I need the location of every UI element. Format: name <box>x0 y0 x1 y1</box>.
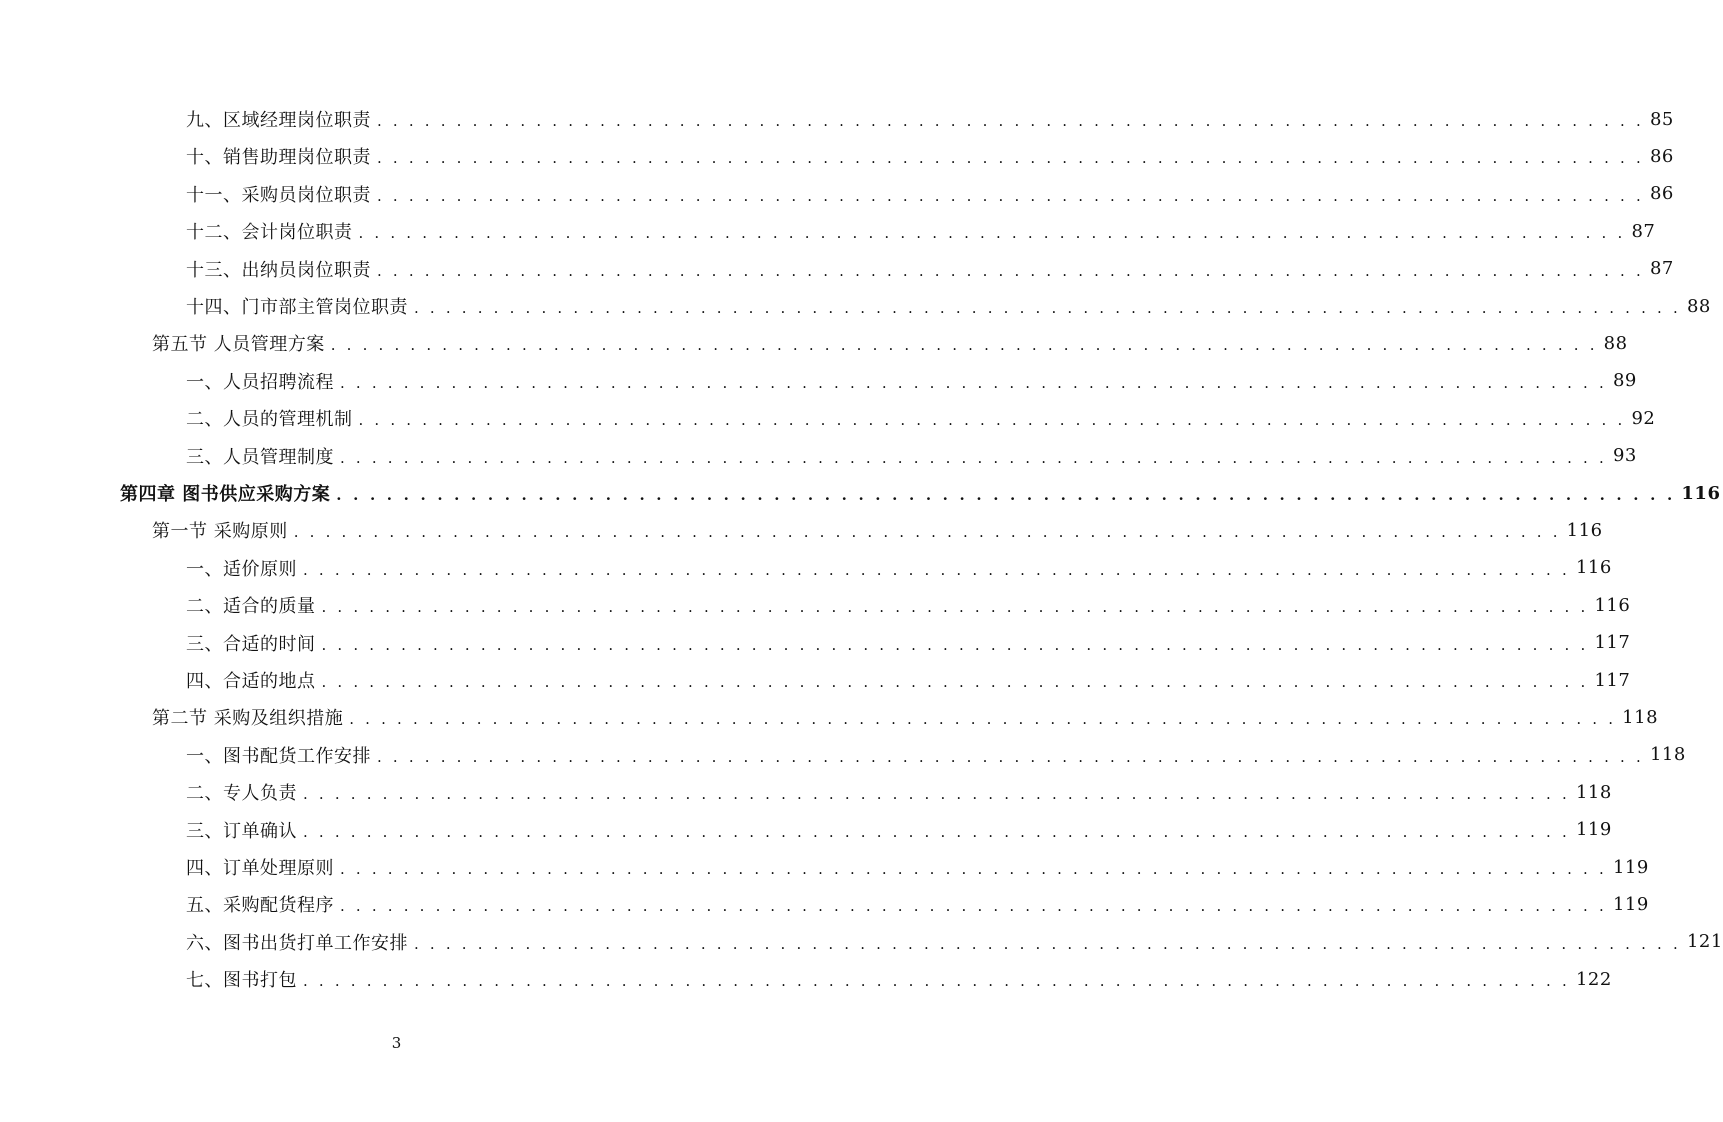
toc-dot-leader: . . . . . . . . . . . . . . . . . . . . . . . . . . . . . . . . . . . . . . . . . . . . . . . . . . . . . . . . . . . . . . . . . . . . . . . . . . . . . . . . <box>377 149 1644 168</box>
toc-entry-page: 119 <box>1612 856 1649 878</box>
toc-dot-leader: . . . . . . . . . . . . . . . . . . . . . . . . . . . . . . . . . . . . . . . . . . . . . . . . . . . . . . . . . . . . . . . . . . . . . . . . . . . . . . . . <box>377 261 1644 280</box>
toc-entry-title: 十二、会计岗位职责 <box>186 222 353 244</box>
toc-subsection-entry[interactable] <box>186 928 1723 956</box>
toc-entry-page: 88 <box>1686 295 1711 317</box>
toc-entry-page: 118 <box>1622 706 1659 728</box>
toc-entry-title: 九、区域经理岗位职责 <box>186 110 371 131</box>
toc-subsection-entry[interactable] <box>186 816 1612 844</box>
toc-entry-title: 三、人员管理制度 <box>186 446 334 468</box>
toc-dot-leader: . . . . . . . . . . . . . . . . . . . . . . . . . . . . . . . . . . . . . . . . . . . . . . . . . . . . . . . . . . . . . . . . . . . . . . . . . . . . . . . . <box>340 448 1607 467</box>
toc-entry-page: 87 <box>1631 220 1656 242</box>
toc-subsection-entry[interactable] <box>186 629 1631 657</box>
toc-subsection-entry[interactable] <box>186 217 1656 245</box>
toc-subsection-entry[interactable] <box>186 142 1674 170</box>
toc-entry-title: 十四、门市部主管岗位职责 <box>186 297 408 318</box>
toc-entry-title: 一、人员招聘流程 <box>186 371 334 393</box>
toc-dot-leader: . . . . . . . . . . . . . . . . . . . . . . . . . . . . . . . . . . . . . . . . . . . . . . . . . . . . . . . . . . . . . . . . . . . . . . . . . . . . . . . . <box>303 972 1570 991</box>
toc-entry-title: 四、合适的地点 <box>186 671 316 692</box>
page-number: 3 <box>391 1034 402 1052</box>
toc-dot-leader: . . . . . . . . . . . . . . . . . . . . . . . . . . . . . . . . . . . . . . . . . . . . . . . . . . . . . . . . . . . . . . . . . . . . . . . . . . . . . . . . <box>358 411 1626 430</box>
toc-entry-title: 第四章 图书供应采购方案 <box>120 484 331 505</box>
toc-dot-leader: . . . . . . . . . . . . . . . . . . . . . . . . . . . . . . . . . . . . . . . . . . . . . . . . . . . . . . . . . . . . . . . . . . . . . . . . . . . . . . . . <box>330 336 1598 355</box>
toc-subsection-entry[interactable] <box>186 965 1612 993</box>
toc-entry-title: 第五节 人员管理方案 <box>152 334 325 356</box>
toc-entry-title: 一、图书配货工作安排 <box>186 745 371 767</box>
toc-entry-page: 122 <box>1575 968 1612 990</box>
toc-subsection-entry[interactable] <box>186 890 1649 918</box>
toc-subsection-entry[interactable] <box>186 442 1637 470</box>
toc-entry-page: 118 <box>1575 781 1612 803</box>
toc-entry-page: 116 <box>1594 594 1631 616</box>
toc-entry-page: 86 <box>1649 183 1674 205</box>
toc-section-entry[interactable] <box>152 329 1628 357</box>
toc-entry-title: 第一节 采购原则 <box>152 521 288 543</box>
toc-dot-leader: . . . . . . . . . . . . . . . . . . . . . . . . . . . . . . . . . . . . . . . . . . . . . . . . . . . . . . . . . . . . . . . . . . . . . . . . . . . . . . . . <box>414 299 1681 317</box>
toc-entry-title: 二、专人负责 <box>186 783 297 805</box>
toc-entry-page: 117 <box>1594 669 1631 691</box>
toc-entry-page: 116 <box>1575 557 1612 579</box>
toc-section-entry[interactable] <box>152 703 1659 731</box>
toc-dot-leader: . . . . . . . . . . . . . . . . . . . . . . . . . . . . . . . . . . . . . . . . . . . . . . . . . . . . . . . . . . . . . . . . . . . . . . . . . . . . . . . . <box>303 560 1570 579</box>
toc-entry-page: 93 <box>1612 445 1637 467</box>
toc-entry-page: 118 <box>1649 744 1686 766</box>
toc-dot-leader: . . . . . . . . . . . . . . . . . . . . . . . . . . . . . . . . . . . . . . . . . . . . . . . . . . . . . . . . . . . . . . . . . . . . . . . . . . . . . . . . <box>321 598 1589 617</box>
toc-entry-page: 86 <box>1649 145 1674 167</box>
toc-dot-leader: . . . . . . . . . . . . . . . . . . . . . . . . . . . . . . . . . . . . . . . . . . . . . . . . . . . . . . . . . . . . . . . . . . . . . . . . . . . . . . . . <box>349 710 1617 729</box>
toc-entry-title: 十三、出纳员岗位职责 <box>186 259 371 281</box>
toc-entry-title: 三、合适的时间 <box>186 633 316 655</box>
toc-entry-title: 三、订单确认 <box>186 820 297 842</box>
toc-entry-title: 七、图书打包 <box>186 970 297 992</box>
toc-dot-leader: . . . . . . . . . . . . . . . . . . . . . . . . . . . . . . . . . . . . . . . . . . . . . . . . . . . . . . . . . . . . . . . . . . . . . . . . . . . . . . . . <box>303 822 1570 841</box>
toc-subsection-entry[interactable] <box>186 367 1637 395</box>
toc-dot-leader: . . . . . . . . . . . . . . . . . . . . . . . . . . . . . . . . . . . . . . . . . . . . . . . . . . . . . . . . . . . . . . . . . . . . . . . . . . . . . . . . <box>340 373 1607 392</box>
toc-entry-title: 二、人员的管理机制 <box>186 409 353 431</box>
toc-subsection-entry[interactable] <box>186 591 1631 619</box>
toc-subsection-entry[interactable] <box>186 778 1612 806</box>
toc-dot-leader: . . . . . . . . . . . . . . . . . . . . . . . . . . . . . . . . . . . . . . . . . . . . . . . . . . . . . . . . . . . . . . . . . . . . . . . . . . . . . . . . <box>414 934 1681 953</box>
toc-entry-title: 五、采购配货程序 <box>186 895 334 917</box>
toc-section-entry[interactable] <box>152 516 1603 544</box>
toc-dot-leader: . . . . . . . . . . . . . . . . . . . . . . . . . . . . . . . . . . . . . . . . . . . . . . . . . . . . . . . . . . . . . . . . . . . . . . . . . . . . . . . . <box>377 747 1644 766</box>
toc-dot-leader: . . . . . . . . . . . . . . . . . . . . . . . . . . . . . . . . . . . . . . . . . . . . . . . . . . . . . . . . . . . . . . . . . . . . . . . . . . . . . . . . <box>321 673 1589 691</box>
toc-dot-leader: . . . . . . . . . . . . . . . . . . . . . . . . . . . . . . . . . . . . . . . . . . . . . . . . . . . . . . . . . . . . . . . . . . . . . . . . . . . . . . . . <box>303 785 1570 804</box>
toc-subsection-entry[interactable] <box>186 404 1656 432</box>
toc-subsection-entry[interactable] <box>186 105 1674 133</box>
toc-entry-page: 92 <box>1631 407 1656 429</box>
toc-entry-title: 二、适合的质量 <box>186 596 316 618</box>
toc-subsection-entry[interactable] <box>186 255 1674 283</box>
toc-entry-page: 121 <box>1686 931 1723 953</box>
toc-subsection-entry[interactable] <box>186 741 1686 769</box>
toc-dot-leader: . . . . . . . . . . . . . . . . . . . . . . . . . . . . . . . . . . . . . . . . . . . . . . . . . . . . . . . . . . . . . . . . . . . . . . . . . . . . . . . . <box>293 523 1561 542</box>
toc-subsection-entry[interactable] <box>186 853 1649 881</box>
toc-entry-title: 六、图书出货打单工作安排 <box>186 932 408 954</box>
toc-entry-title: 四、订单处理原则 <box>186 858 334 879</box>
toc-entry-title: 一、适价原则 <box>186 558 297 580</box>
toc-subsection-entry[interactable] <box>186 554 1612 582</box>
toc-dot-leader: . . . . . . . . . . . . . . . . . . . . . . . . . . . . . . . . . . . . . . . . . . . . . . . . . . . . . . . . . . . . . . . . . . . . . . . . . . . . . . . . <box>358 224 1626 243</box>
toc-entry-page: 117 <box>1594 632 1631 654</box>
toc-subsection-entry[interactable] <box>186 292 1711 320</box>
toc-dot-leader: . . . . . . . . . . . . . . . . . . . . . . . . . . . . . . . . . . . . . . . . . . . . . . . . . . . . . . . . . . . . . . . . . . . . . . . . . . . . . . . . <box>336 486 1676 504</box>
toc-dot-leader: . . . . . . . . . . . . . . . . . . . . . . . . . . . . . . . . . . . . . . . . . . . . . . . . . . . . . . . . . . . . . . . . . . . . . . . . . . . . . . . . <box>340 897 1607 916</box>
toc-entry-page: 88 <box>1603 332 1628 354</box>
toc-subsection-entry[interactable] <box>186 180 1674 208</box>
toc-dot-leader: . . . . . . . . . . . . . . . . . . . . . . . . . . . . . . . . . . . . . . . . . . . . . . . . . . . . . . . . . . . . . . . . . . . . . . . . . . . . . . . . <box>377 186 1644 205</box>
toc-dot-leader: . . . . . . . . . . . . . . . . . . . . . . . . . . . . . . . . . . . . . . . . . . . . . . . . . . . . . . . . . . . . . . . . . . . . . . . . . . . . . . . . <box>377 112 1644 130</box>
toc-entry-page: 119 <box>1575 819 1612 841</box>
toc-entry-page: 87 <box>1649 258 1674 280</box>
toc-chapter-entry[interactable] <box>120 479 1721 507</box>
toc-subsection-entry[interactable] <box>186 666 1631 694</box>
toc-entry-page: 89 <box>1612 370 1637 392</box>
toc-dot-leader: . . . . . . . . . . . . . . . . . . . . . . . . . . . . . . . . . . . . . . . . . . . . . . . . . . . . . . . . . . . . . . . . . . . . . . . . . . . . . . . . <box>321 635 1589 654</box>
toc-dot-leader: . . . . . . . . . . . . . . . . . . . . . . . . . . . . . . . . . . . . . . . . . . . . . . . . . . . . . . . . . . . . . . . . . . . . . . . . . . . . . . . . <box>340 860 1607 878</box>
toc-entry-page: 116 <box>1681 482 1721 504</box>
toc-entry-title: 十、销售助理岗位职责 <box>186 147 371 169</box>
toc-entry-title: 十一、采购员岗位职责 <box>186 184 371 206</box>
toc-entry-title: 第二节 采购及组织措施 <box>152 708 344 730</box>
toc-entry-page: 116 <box>1566 519 1603 541</box>
toc-entry-page: 85 <box>1649 108 1674 130</box>
toc-entry-page: 119 <box>1612 893 1649 915</box>
